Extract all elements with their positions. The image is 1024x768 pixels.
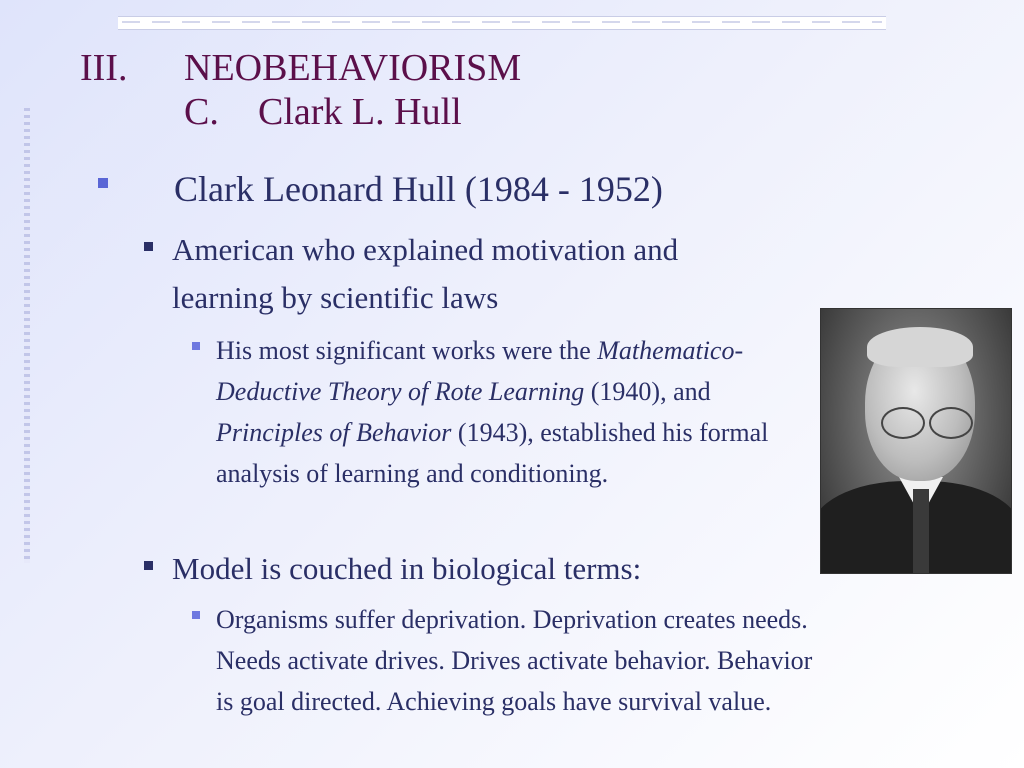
works-text-c: (1940), and xyxy=(584,377,711,406)
subtitle-row xyxy=(184,90,521,134)
bullet-square-icon xyxy=(144,561,153,570)
bullet-level1-text: Clark Leonard Hull (1984 - 1952) xyxy=(174,169,663,209)
portrait-hair xyxy=(867,327,973,367)
glasses-lens-left xyxy=(881,407,925,439)
works-text-e: (1943), established his formal analysis of learning and conditioning. xyxy=(216,418,769,488)
subtitle-heading: Clark L. Hull xyxy=(258,91,462,133)
bullet-square-icon xyxy=(192,342,200,350)
works-title-1: Mathematico-Deductive Theory of Rote Learning xyxy=(216,336,744,406)
subtitle-letter: C. xyxy=(184,91,219,133)
bullet-square-icon xyxy=(192,611,200,619)
title-numeral: III. xyxy=(80,47,128,89)
title-row xyxy=(80,46,521,90)
subpoint-organisms xyxy=(192,599,812,722)
portrait-photo xyxy=(820,308,1012,574)
subpoint-works xyxy=(192,330,812,494)
works-text-a: His most significant works were the xyxy=(216,336,598,365)
top-decorative-band xyxy=(118,16,886,30)
point-american-text: American who explained motivation and learning by scientific laws xyxy=(172,232,679,315)
portrait-tie xyxy=(913,489,929,574)
slide-title xyxy=(80,46,521,134)
subpoint-organisms-text: Organisms suffer deprivation. Deprivation creates needs. Needs activate drives. Drives activate behavior. Behavior is goal directed. Achieving goals have survival value. xyxy=(216,605,813,716)
left-decorative-band xyxy=(24,108,30,563)
works-title-2: Principles of Behavior xyxy=(216,418,452,447)
point-american xyxy=(144,226,784,322)
subpoint-works-text xyxy=(216,330,776,494)
bullet-square-icon xyxy=(144,242,153,251)
title-heading: NEOBEHAVIORISM xyxy=(184,47,522,89)
point-model xyxy=(144,545,784,593)
glasses-lens-right xyxy=(929,407,973,439)
bullet-square-icon xyxy=(98,178,108,188)
point-model-text: Model is couched in biological terms: xyxy=(172,551,642,586)
